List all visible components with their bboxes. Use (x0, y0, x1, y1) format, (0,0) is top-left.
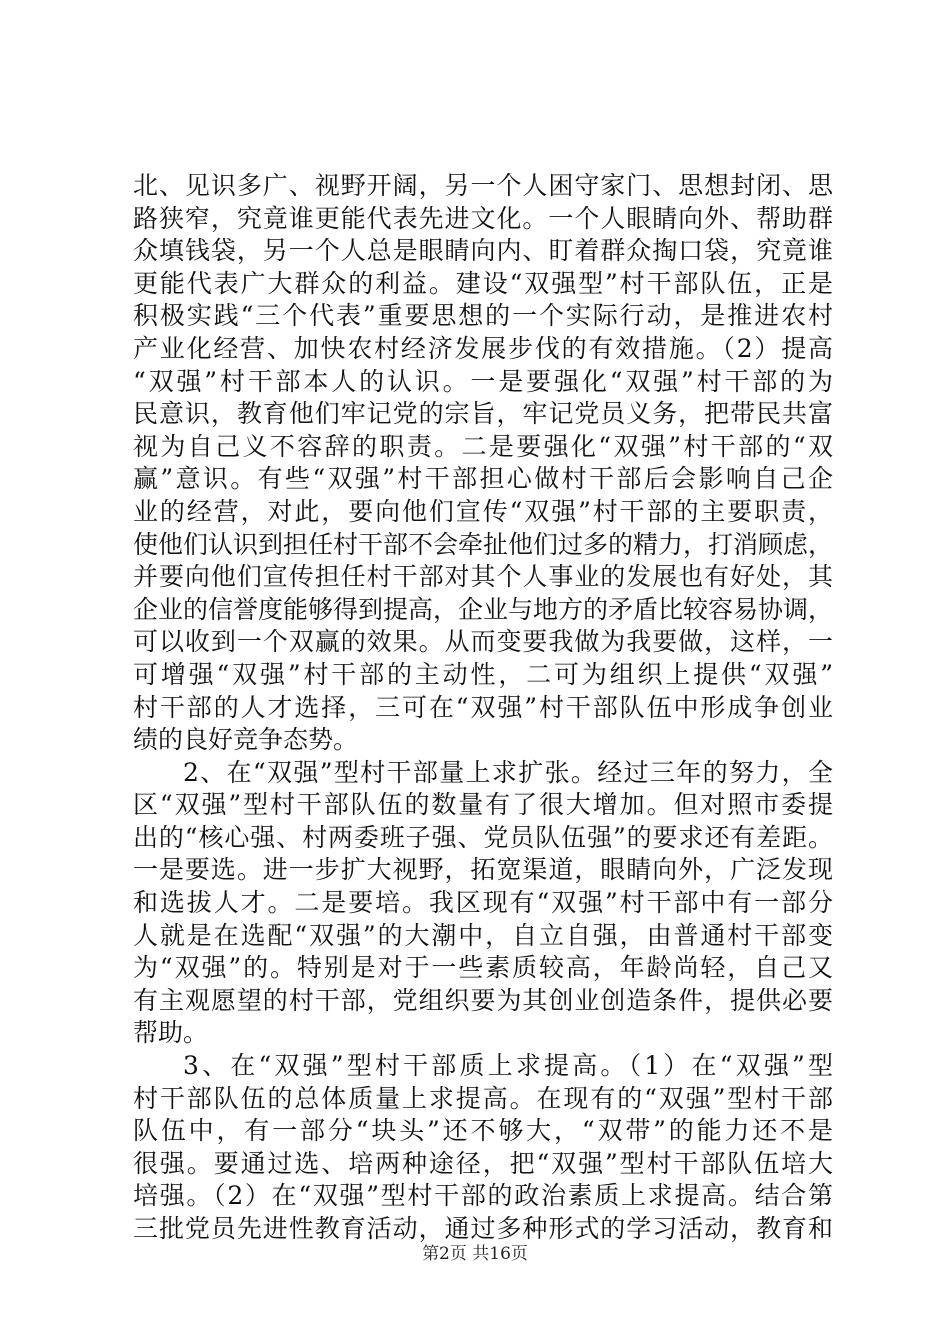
text-line: 村干部的人才选择，三可在“双强”村干部队伍中形成争创业 (133, 692, 833, 722)
text-line: 业的经营，对此，要向他们宣传“双强”村干部的主要职责， (133, 496, 833, 526)
paragraph (133, 757, 833, 1050)
text-line: 可增强“双强”村干部的主动性，二可为组织上提供“双强” (133, 659, 833, 689)
text-line: 并要向他们宣传担任村干部对其个人事业的发展也有好处，其 (133, 562, 833, 592)
text-line: 企业的信誉度能够得到提高，企业与地方的矛盾比较容易协调， (133, 594, 834, 624)
text-line: 路狭窄，究竟谁更能代表先进文化。一个人眼睛向外、帮助群 (133, 203, 833, 233)
paragraph (133, 1050, 833, 1246)
page-footer: 第2页 共16页 (422, 1244, 528, 1264)
paragraph (133, 170, 833, 757)
text-line: 更能代表广大群众的利益。建设“双强型”村干部队伍，正是 (133, 268, 833, 298)
text-line: 很强。要通过选、培两种途径，把“双强”型村干部队伍培大 (133, 1148, 833, 1178)
text-line: 积极实践“三个代表”重要思想的一个实际行动，是推进农村 (133, 301, 833, 331)
text-line: 北、见识多广、视野开阔，另一个人困守家门、思想封闭、思 (133, 171, 833, 200)
text-line: 可以收到一个双赢的效果。从而变要我做为我要做，这样，一 (133, 627, 833, 657)
text-line: 和选拔人才。二是要培。我区现有“双强”村干部中有一部分 (133, 888, 833, 918)
text-line: 培强。（2）在“双强”型村干部的政治素质上求提高。结合第 (133, 1181, 833, 1211)
text-line: 视为自己义不容辞的职责。二是要强化“双强”村干部的“双 (133, 431, 833, 461)
text-line: 帮助。 (133, 1018, 209, 1048)
text-line: 2、在“双强”型村干部量上求扩张。经过三年的努力，全 (183, 757, 833, 787)
text-line: 一是要选。进一步扩大视野，拓宽渠道，眼睛向外，广泛发现 (133, 855, 833, 885)
text-line: 队伍中，有一部分“块头”还不够大，“双带”的能力还不是 (133, 1116, 833, 1146)
text-line: 3、在“双强”型村干部质上求提高。（1）在“双强”型 (183, 1051, 833, 1081)
text-line: 赢”意识。有些“双强”村干部担心做村干部后会影响自己企 (133, 464, 833, 494)
text-line: 村干部队伍的总体质量上求提高。在现有的“双强”型村干部 (133, 1083, 833, 1113)
text-line: 使他们认识到担任村干部不会牵扯他们过多的精力，打消顾虑， (133, 529, 834, 559)
text-line: 绩的良好竞争态势。 (133, 725, 359, 755)
text-line: 有主观愿望的村干部，党组织要为其创业创造条件，提供必要 (133, 985, 833, 1015)
text-line: 人就是在选配“双强”的大潮中，自立自强，由普通村干部变 (133, 920, 833, 950)
text-line: 出的“核心强、村两委班子强、党员队伍强”的要求还有差距。 (133, 822, 833, 852)
text-line: “双强”村干部本人的认识。一是要强化“双强”村干部的为 (133, 366, 833, 396)
text-line: 产业化经营、加快农村经济发展步伐的有效措施。（2）提高 (133, 333, 833, 363)
text-line: 民意识，教育他们牢记党的宗旨，牢记党员义务，把带民共富 (133, 399, 833, 429)
text-line: 三批党员先进性教育活动，通过多种形式的学习活动，教育和 (133, 1214, 833, 1243)
text-line: 众填钱袋，另一个人总是眼睛向内、盯着群众掏口袋，究竟谁 (133, 236, 833, 266)
text-line: 区“双强”型村干部队伍的数量有了很大增加。但对照市委提 (133, 790, 833, 820)
document-body (133, 170, 833, 1246)
text-line: 为“双强”的。特别是对于一些素质较高，年龄尚轻，自己又 (133, 953, 833, 983)
